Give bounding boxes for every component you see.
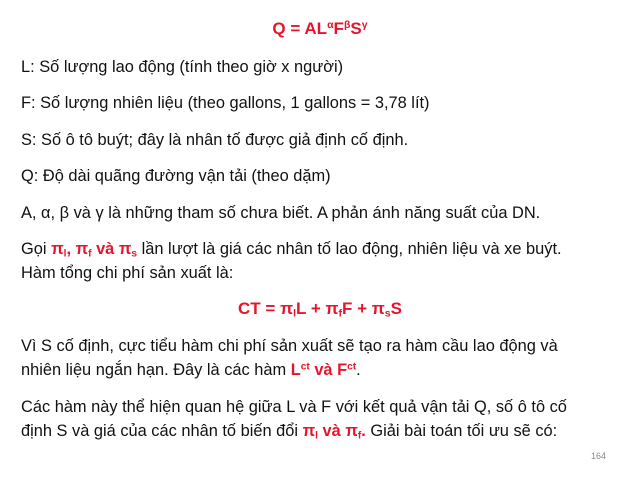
ct-L: L + <box>296 299 326 318</box>
definition-q: Q: Độ dài quãng đường vận tải (theo dặm) <box>21 167 331 185</box>
p4-pi-f: π <box>345 422 358 440</box>
p4-and: và <box>317 422 346 440</box>
demand-L-sup: ct <box>300 361 310 373</box>
p4-dot: . <box>361 422 366 440</box>
p4-f-sub: f <box>357 430 362 442</box>
pi-l-subscript: l <box>63 248 67 260</box>
page-number: 164 <box>590 451 606 461</box>
prices-intro: Gọi <box>21 240 52 258</box>
ct-S: S <box>390 299 402 318</box>
ct-s-sub: s <box>384 307 391 320</box>
formula-q-alpha: α <box>327 19 334 32</box>
paragraph4-text: định S và giá của các nhân tố biến đổi <box>21 422 303 440</box>
prices-rest: lần lượt là giá các nhân tố lao động, nhiên liệu và xe buýt. <box>137 240 562 258</box>
ct-pi-f: π <box>325 299 339 318</box>
paragraph3-line1: Vì S cố định, cực tiểu hàm chi phí sản xuất sẽ tạo ra hàm cầu lao động và <box>21 337 558 355</box>
formula-q-beta: β <box>343 19 351 32</box>
paragraph4-line2 <box>21 421 557 441</box>
ct-l-sub: l <box>293 307 297 320</box>
demand-functions <box>291 361 356 379</box>
ct-lhs: CT = <box>238 299 281 318</box>
formula-q-lhs: Q = AL <box>272 19 328 38</box>
pi-s-symbol: π <box>118 240 132 258</box>
paragraph4-tail: Giải bài toán tối ưu sẽ có: <box>365 422 558 440</box>
definition-f: F: Số lượng nhiên liệu (theo gallons, 1 gallons = 3,78 lít) <box>21 94 430 112</box>
p4-l-sub: l <box>315 430 318 442</box>
formula-q-f: F <box>333 19 344 38</box>
pi-l-symbol: π <box>51 240 64 258</box>
ct-f-sub: f <box>338 307 342 320</box>
variable-prices <box>303 422 366 440</box>
pi-f-symbol: π <box>75 240 89 258</box>
definition-s: S: Số ô tô buýt; đây là nhân tố được giả định cố định. <box>21 131 409 149</box>
paragraph3-line2 <box>21 360 361 380</box>
pi-f-subscript: f <box>88 248 92 260</box>
prices-line-1 <box>21 239 562 259</box>
definition-l: L: Số lượng lao động (tính theo giờ x người) <box>21 58 344 76</box>
ct-F: F + <box>342 299 372 318</box>
formula-q-s: S <box>350 19 362 38</box>
price-symbols <box>51 240 137 258</box>
demand-L: L <box>290 361 301 379</box>
pi-s-subscript: s <box>131 248 138 260</box>
demand-F: F <box>337 361 348 379</box>
parameters-text: A, α, β và γ là những tham số chưa biết. A phản ánh năng suất của DN. <box>21 204 541 222</box>
prices-and: và <box>91 240 119 258</box>
total-cost-formula <box>0 299 640 319</box>
prices-line-2: Hàm tổng chi phí sản xuất là: <box>21 264 234 282</box>
ct-pi-s: π <box>371 299 385 318</box>
production-function-formula <box>0 19 640 39</box>
paragraph4-line1: Các hàm này thể hiện quan hệ giữa L và F với kết quả vận tải Q, số ô tô cố <box>21 398 567 416</box>
ct-pi-l: π <box>280 299 294 318</box>
formula-q-gamma: γ <box>361 19 368 32</box>
prices-comma: , <box>66 240 76 258</box>
paragraph3-end: . <box>356 361 361 379</box>
paragraph3-text: nhiên liệu ngắn hạn. Đây là các hàm <box>21 361 291 379</box>
demand-F-sup: ct <box>347 361 357 373</box>
p4-pi-l: π <box>302 422 316 440</box>
demand-and: và <box>309 361 338 379</box>
